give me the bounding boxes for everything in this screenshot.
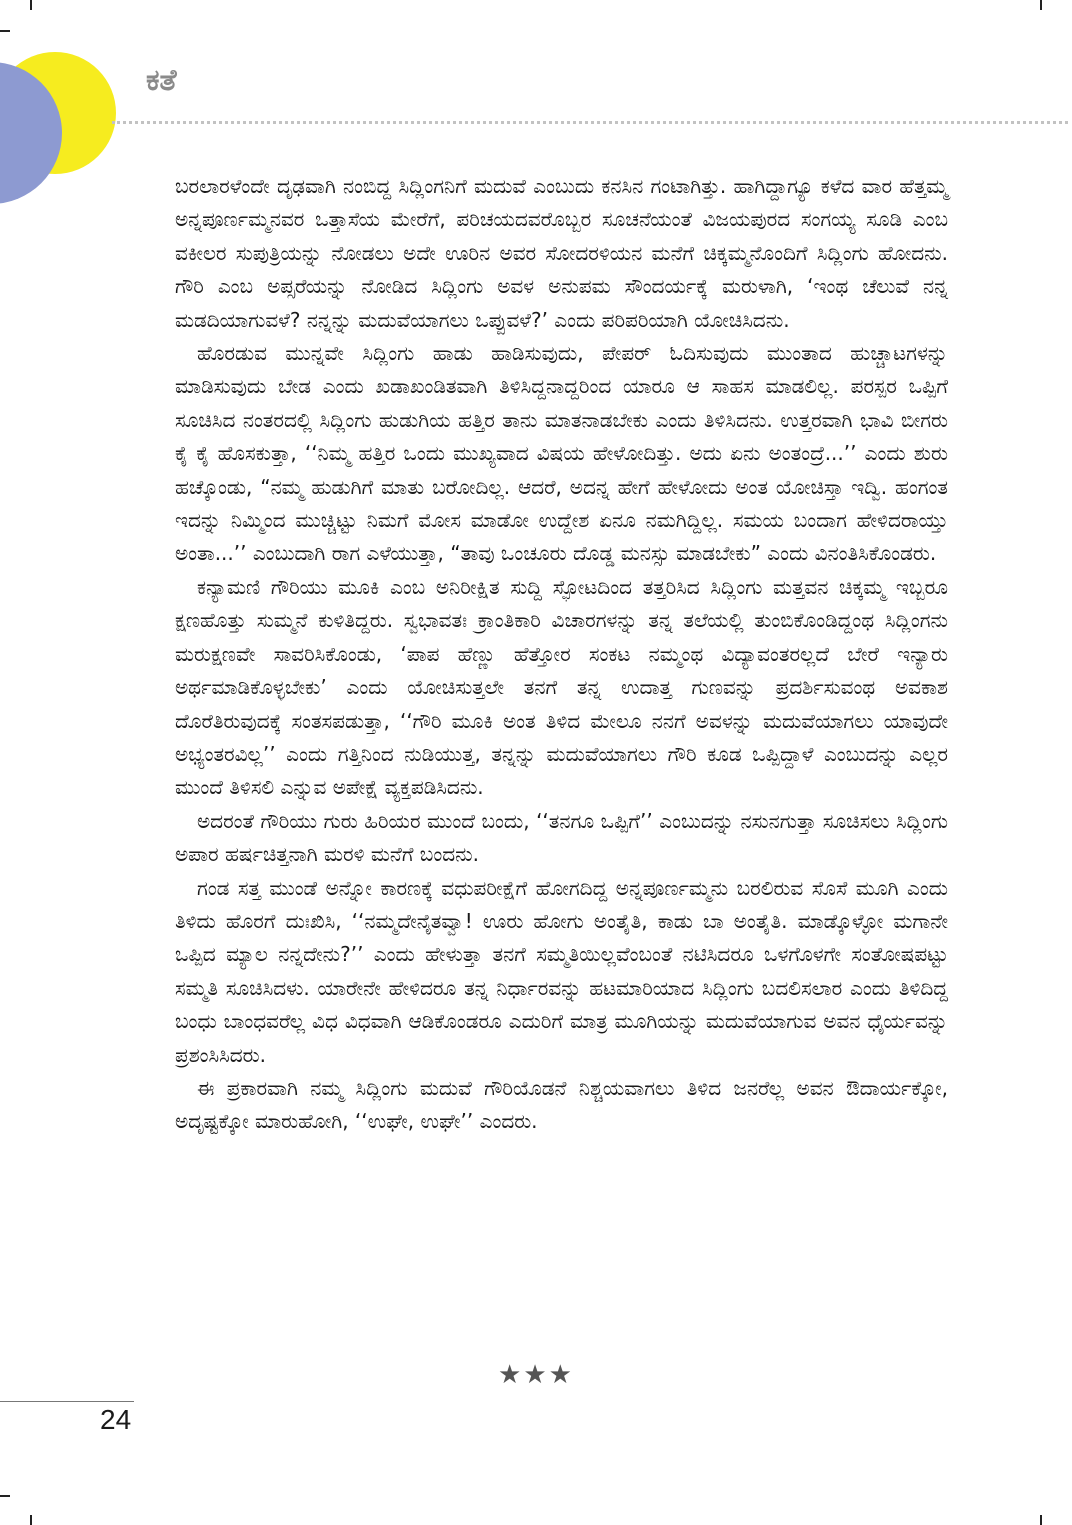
section-title: ಕತೆ: [146, 63, 177, 98]
paragraph: ಬರಲಾರಳೆಂದೇ ದೃಢವಾಗಿ ನಂಬಿದ್ದ ಸಿದ್ಲಿಂಗನಿಗೆ ಮದುವೆ ಎಂಬುದು ಕನಸಿನ ಗಂಟಾಗಿತ್ತು. ಹಾಗಿದ್ದಾಗ್ಯೂ ಕಳೆದ ವಾರ ಹೆತ್ತಮ್ಮ ಅನ್ನಪೂರ್ಣಮ್ಮನವರ ಒತ್ತಾಸೆಯ ಮೇರೆಗೆ, ಪರಿಚಯದವರೊಬ್ಬರ ಸೂಚನೆಯಂತೆ ವಿಜಯಪುರದ ಸಂಗಯ್ಯ ಸೂಡಿ ಎಂಬ ವಕೀಲರ ಸುಪುತ್ರಿಯನ್ನು ನೋಡಲು ಅದೇ ಊರಿನ ಅವರ ಸೋದರಳಿಯನ ಮನೆಗೆ ಚಿಕ್ಕಮ್ಮನೊಂದಿಗೆ ಸಿದ್ಲಿಂಗು ಹೋದನು. ಗೌರಿ ಎಂಬ ಅಪ್ಸರೆಯನ್ನು ನೋಡಿದ ಸಿದ್ಲಿಂಗು ಅವಳ ಅನುಪಮ ಸೌಂದರ್ಯಕ್ಕೆ ಮರುಳಾಗಿ, ‘ಇಂಥ ಚೆಲುವೆ ನನ್ನ ಮಡದಿಯಾಗುವಳೆ? ನನ್ನನ್ನು ಮದುವೆಯಾಗಲು ಒಪ್ಪುವಳೆ?’ ಎಂದು ಪರಿಪರಿಯಾಗಿ ಯೋಚಿಸಿದನು.: [175, 174, 948, 332]
paragraph: ಗಂಡ ಸತ್ತ ಮುಂಡೆ ಅನ್ನೋ ಕಾರಣಕ್ಕೆ ವಧುಪರೀಕ್ಷೆಗೆ ಹೋಗದಿದ್ದ ಅನ್ನಪೂರ್ಣಮ್ಮನು ಬರಲಿರುವ ಸೊಸೆ ಮೂಗಿ ಎಂದು ತಿಳಿದು ಹೊರಗೆ ದುಃಖಿಸಿ, ‘‘ನಮ್ಮದೇನೈತವ್ವಾ! ಊರು ಹೋಗು ಅಂತೈತಿ, ಕಾಡು ಬಾ ಅಂತೈತಿ. ಮಾಡ್ಕೊಳ್ಳೋ ಮಗಾನೇ ಒಪ್ಪಿದ ಮ್ಯಾಲ ನನ್ನದೇನು?’’ ಎಂದು ಹೇಳುತ್ತಾ ತನಗೆ ಸಮ್ಮತಿಯಿಲ್ಲವೆಂಬಂತೆ ನಟಿಸಿದರೂ ಒಳಗೊಳಗೇ ಸಂತೋಷಪಟ್ಟು ಸಮ್ಮತಿ ಸೂಚಿಸಿದಳು. ಯಾರೇನೇ ಹೇಳಿದರೂ ತನ್ನ ನಿರ್ಧಾರವನ್ನು ಹಟಮಾರಿಯಾದ ಸಿದ್ಲಿಂಗು ಬದಲಿಸಲಾರ ಎಂದು ತಿಳಿದಿದ್ದ ಬಂಧು ಬಾಂಧವರೆಲ್ಲ ವಿಧ ವಿಧವಾಗಿ ಆಡಿಕೊಂಡರೂ ಎದುರಿಗೆ ಮಾತ್ರ ಮೂಗಿಯನ್ನು ಮದುವೆಯಾಗುವ ಅವನ ಧೈರ್ಯವನ್ನು ಪ್ರಶಂಸಿಸಿದರು.: [175, 875, 948, 1067]
story-body: [175, 170, 948, 1139]
crop-mark-top-right: [1040, 0, 1042, 10]
header-dotted-rule: [112, 121, 1068, 124]
footer-rule: [0, 1401, 134, 1402]
crop-mark-bottom-left: [30, 1515, 32, 1525]
page-number: 24: [100, 1404, 132, 1435]
paragraph: ಅದರಂತೆ ಗೌರಿಯು ಗುರು ಹಿರಿಯರ ಮುಂದೆ ಬಂದು, ‘‘ತನಗೂ ಒಪ್ಪಿಗೆ’’ ಎಂಬುದನ್ನು ನಸುನಗುತ್ತಾ ಸೂಚಿಸಲು ಸಿದ್ಲಿಂಗು ಅಪಾರ ಹರ್ಷಚಿತ್ತನಾಗಿ ಮರಳಿ ಮನೆಗೆ ಬಂದನು.: [175, 808, 948, 867]
crop-mark-left-top: [0, 30, 10, 32]
crop-mark-left-bottom: [0, 1495, 10, 1497]
section-separator-stars: ★★★: [498, 1360, 574, 1390]
paragraph: ಹೊರಡುವ ಮುನ್ನವೇ ಸಿದ್ಲಿಂಗು ಹಾಡು ಹಾಡಿಸುವುದು, ಪೇಪರ್ ಓದಿಸುವುದು ಮುಂತಾದ ಹುಚ್ಚಾಟಗಳನ್ನು ಮಾಡಿಸುವುದು ಬೇಡ ಎಂದು ಖಡಾಖಂಡಿತವಾಗಿ ತಿಳಿಸಿದ್ದನಾದ್ದರಿಂದ ಯಾರೂ ಆ ಸಾಹಸ ಮಾಡಲಿಲ್ಲ. ಪರಸ್ಪರ ಒಪ್ಪಿಗೆ ಸೂಚಿಸಿದ ನಂತರದಲ್ಲಿ ಸಿದ್ಲಿಂಗು ಹುಡುಗಿಯ ಹತ್ತಿರ ತಾನು ಮಾತನಾಡಬೇಕು ಎಂದು ತಿಳಿಸಿದನು. ಉತ್ತರವಾಗಿ ಭಾವಿ ಬೀಗರು ಕೈ ಕೈ ಹೊಸಕುತ್ತಾ, ‘‘ನಿಮ್ಮ ಹತ್ತಿರ ಒಂದು ಮುಖ್ಯವಾದ ವಿಷಯ ಹೇಳೋದಿತ್ತು. ಅದು ಏನು ಅಂತಂದ್ರೆ...’’ ಎಂದು ಶುರು ಹಚ್ಕೊಂಡು, “ನಮ್ಮ ಹುಡುಗಿಗೆ ಮಾತು ಬರೋದಿಲ್ಲ. ಆದರೆ, ಅದನ್ನ ಹೇಗೆ ಹೇಳೋದು ಅಂತ ಯೋಚಿಸ್ತಾ ಇದ್ವಿ. ಹಂಗಂತ ಇದನ್ನು ನಿಮ್ಮಿಂದ ಮುಚ್ಚಿಟ್ಟು ನಿಮಗೆ ಮೋಸ ಮಾಡೋ ಉದ್ದೇಶ ಏನೂ ನಮಗಿದ್ದಿಲ್ಲ. ಸಮಯ ಬಂದಾಗ ಹೇಳಿದರಾಯ್ತು ಅಂತಾ...’’ ಎಂಬುದಾಗಿ ರಾಗ ಎಳೆಯುತ್ತಾ, “ತಾವು ಒಂಚೂರು ದೊಡ್ಡ ಮನಸ್ಸು ಮಾಡಬೇಕು” ಎಂದು ವಿನಂತಿಸಿಕೊಂಡರು.: [175, 341, 948, 566]
paragraph: ಕನ್ಯಾಮಣಿ ಗೌರಿಯು ಮೂಕಿ ಎಂಬ ಅನಿರೀಕ್ಷಿತ ಸುದ್ದಿ ಸ್ಫೋಟದಿಂದ ತತ್ತರಿಸಿದ ಸಿದ್ಲಿಂಗು ಮತ್ತವನ ಚಿಕ್ಕಮ್ಮ ಇಬ್ಬರೂ ಕ್ಷಣಹೊತ್ತು ಸುಮ್ಮನೆ ಕುಳಿತಿದ್ದರು. ಸ್ವಭಾವತಃ ಕ್ರಾಂತಿಕಾರಿ ವಿಚಾರಗಳನ್ನು ತನ್ನ ತಲೆಯಲ್ಲಿ ತುಂಬಿಕೊಂಡಿದ್ದಂಥ ಸಿದ್ಲಿಂಗನು ಮರುಕ್ಷಣವೇ ಸಾವರಿಸಿಕೊಂಡು, ‘ಪಾಪ ಹೆಣ್ಣು ಹೆತ್ತೋರ ಸಂಕಟ ನಮ್ಮಂಥ ವಿದ್ಯಾವಂತರಲ್ಲದೆ ಬೇರೆ ಇನ್ಯಾರು ಅರ್ಥಮಾಡಿಕೊಳ್ಳಬೇಕು’ ಎಂದು ಯೋಚಿಸುತ್ತಲೇ ತನಗೆ ತನ್ನ ಉದಾತ್ತ ಗುಣವನ್ನು ಪ್ರದರ್ಶಿಸುವಂಥ ಅವಕಾಶ ದೊರೆತಿರುವುದಕ್ಕೆ ಸಂತಸಪಡುತ್ತಾ, ‘‘ಗೌರಿ ಮೂಕಿ ಅಂತ ತಿಳಿದ ಮೇಲೂ ನನಗೆ ಅವಳನ್ನು ಮದುವೆಯಾಗಲು ಯಾವುದೇ ಅಭ್ಯಂತರವಿಲ್ಲ’’ ಎಂದು ಗತ್ತಿನಿಂದ ನುಡಿಯುತ್ತ, ತನ್ನನ್ನು ಮದುವೆಯಾಗಲು ಗೌರಿ ಕೂಡ ಒಪ್ಪಿದ್ದಾಳೆ ಎಂಬುದನ್ನು ಎಲ್ಲರ ಮುಂದೆ ತಿಳಿಸಲಿ ಎನ್ನುವ ಅಪೇಕ್ಷೆ ವ್ಯಕ್ತಪಡಿಸಿದನು.: [175, 574, 948, 800]
crop-mark-bottom-right: [1040, 1515, 1042, 1525]
paragraph: ಈ ಪ್ರಕಾರವಾಗಿ ನಮ್ಮ ಸಿದ್ಲಿಂಗು ಮದುವೆ ಗೌರಿಯೊಡನೆ ನಿಶ್ಚಯವಾಗಲು ತಿಳಿದ ಜನರೆಲ್ಲ ಅವನ ಔದಾರ್ಯಕ್ಕೋ, ಅದೃಷ್ಟಕ್ಕೋ ಮಾರುಹೋಗಿ, ‘‘ಉಘೇ, ಉಘೇ’’ ಎಂದರು.: [175, 1075, 948, 1134]
crop-mark-top-left: [30, 0, 32, 10]
